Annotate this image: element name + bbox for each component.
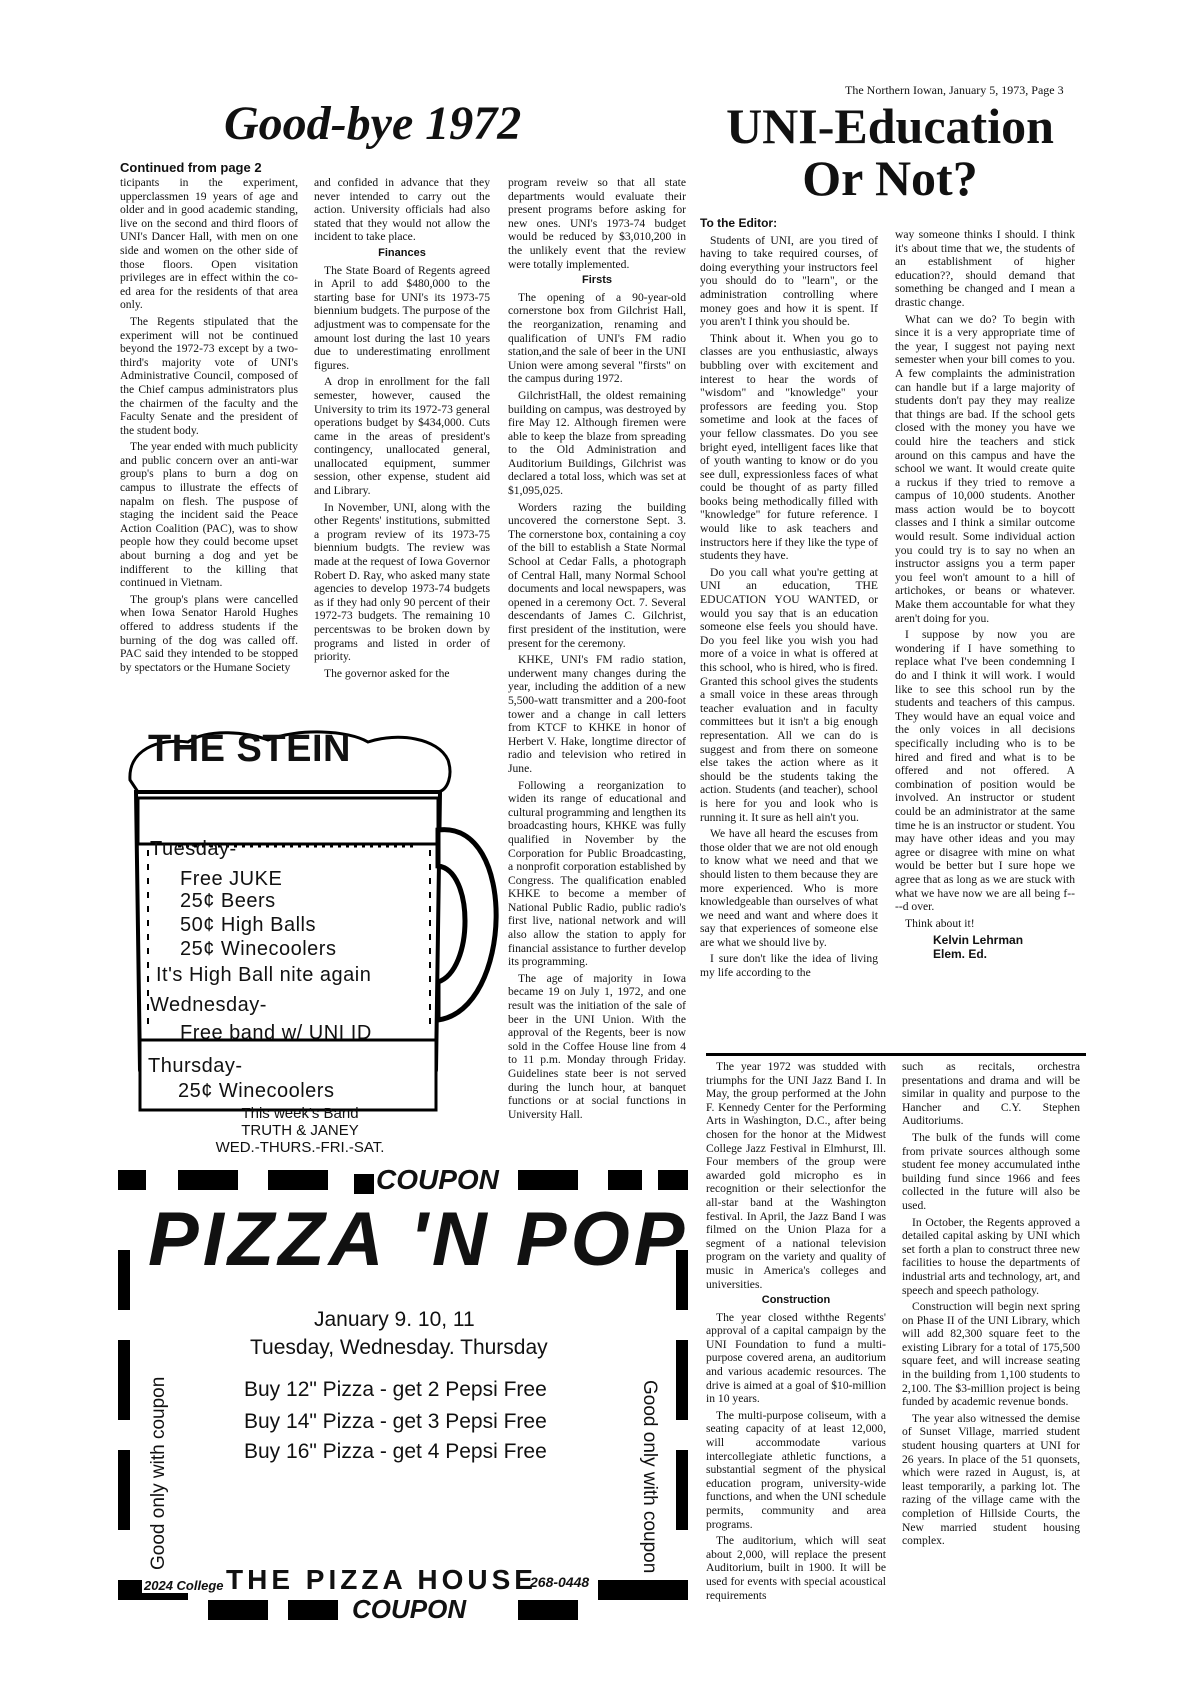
subhead-finances: Finances bbox=[378, 246, 426, 259]
stein-wednesday-item: Free band w/ UNI ID bbox=[180, 1022, 372, 1044]
stein-thursday-item: 25¢ Winecoolers bbox=[178, 1080, 335, 1102]
subhead-firsts: Firsts bbox=[582, 274, 612, 287]
signature-dept: Elem. Ed. bbox=[933, 947, 988, 962]
paragraph: The multi-purpose coliseum, with a seating capacity of at least 12,000, will accommodate various intercollegiate athletic functions, a substantial segment of the physical education program, university-wide functions, and when the UNI schedule permits, community and area programs. bbox=[706, 1408, 886, 1531]
section-divider bbox=[706, 1053, 1086, 1056]
story-column-2 bbox=[314, 176, 490, 683]
pizza-address: 2024 College bbox=[144, 1578, 224, 1593]
coupon-label-top: COUPON bbox=[376, 1164, 499, 1195]
stein-band-name: TRUTH & JANEY bbox=[241, 1122, 359, 1139]
stein-band-label: This week's Band bbox=[241, 1105, 359, 1122]
coupon-side-text-right: Good only with coupon bbox=[639, 1380, 660, 1574]
paragraph: such as recitals, orchestra presentations and drama and will be similar in quality and purpose to the Hancher and C.Y. Stephen Auditoriums. bbox=[902, 1060, 1080, 1128]
stein-band-box bbox=[150, 1105, 450, 1156]
paragraph: Think about it! bbox=[905, 916, 975, 930]
subhead-construction: Construction bbox=[761, 1294, 831, 1307]
pizza-days: Tuesday, Wednesday. Thursday bbox=[250, 1336, 548, 1359]
paragraph: and confided in advance that they never intended to carry out the action. University officials had also stated that they would not allow the incident to take place. bbox=[314, 176, 490, 244]
paragraph: ticipants in the experiment, upperclassmen 19 years of age and older and in good academic standing, live on the second and third floors of UNI's Dancer Hall, with men on one side and women on the other side of those floors. Open visitation privileges are in effect within the co-ed area for the residents of that area only. bbox=[120, 176, 298, 312]
paragraph: A drop in enrollment for the fall semester, however, caused the University to trim its 1972-73 general operations budget by $434,000. Cuts came in the areas of president's contingency, unallocated general, unallocated equipment, summer session, other expense, student aid and Library. bbox=[314, 375, 490, 498]
paragraph: We have all heard the escuses from those older that we are not old enough to know what we need and that we should listen to them because they are more experienced. Who is more knowledgeable than ourselves of what we need and want and where does it say that experiences of someone else are what we should live by. bbox=[700, 827, 878, 949]
story-headline: Good-bye 1972 bbox=[224, 97, 522, 150]
masthead: The Northern Iowan, January 5, 1973, Page 3 bbox=[845, 83, 1064, 97]
coupon-side-right bbox=[638, 1380, 658, 1580]
stein-band-days: WED.-THURS.-FRI.-SAT. bbox=[215, 1139, 385, 1156]
paragraph: The bulk of the funds will come from private sources although some student fee money accumulated inthe building fund since 1966 and fees collected in the future will also be used. bbox=[902, 1130, 1080, 1212]
paragraph: I sure don't like the idea of living my life according to the bbox=[700, 952, 878, 980]
paragraph: The Regents stipulated that the experiment will not be continued beyond the 1972-73 except by a two-third's majority vote of UNI's Administrative Council, composed of the Chief campus administrators plus the chairmen of the faculty and the Faculty Senate and the president of the student body. bbox=[120, 314, 298, 437]
paragraph: In October, the Regents approved a detailed capital asking by UNI which set forth a plan to construct three new facilities to house the departments of industrial arts and technology, art, and speech and speech pathology. bbox=[902, 1215, 1080, 1297]
paragraph: The opening of a 90-year-old cornerstone box from Gilchrist Hall, the reorganization, renaming and qualification of UNI's FM radio station,and the sale of beer in the UNI Union were among several "firsts" on the campus during 1972. bbox=[508, 290, 686, 386]
pizza-coupon-ad bbox=[118, 1164, 689, 1624]
stein-tuesday-item: Free JUKE bbox=[180, 868, 283, 890]
news-column-2 bbox=[902, 1060, 1080, 1551]
coupon-label-bottom: COUPON bbox=[352, 1594, 467, 1624]
story-column-1 bbox=[120, 176, 298, 677]
letter-headline-line1: UNI-Education bbox=[726, 98, 1054, 154]
paragraph: The year ended with much publicity and public concern over an anti-war group's plans to burn a dog on campus to illustrate the effects of napalm on flesh. The puspose of staging the incident said the Peace Action Coalition (PAC), was to show people how they could become upset about burning a dog and yet be indifferent to the killing that continued in Vietnam. bbox=[120, 440, 298, 590]
paragraph: The auditorium, which will seat about 2,000, will replace the present Auditorium, built in 1900. It will be used for events with special acoustical requirements bbox=[706, 1534, 886, 1602]
paragraph: In November, UNI, along with the other Regents' institutions, submitted a program review of its 1973-75 biennium budgts. The review was made at the request of Iowa Governor Robert D. Ray, who asked many state agencies to develop 1973-74 budgets as if they had only 90 percent of their 1972-73 budgets. The remaining 10 percentswas to be broken down by programs and listed in order of priority. bbox=[314, 500, 490, 664]
paragraph: Students of UNI, are you tired of having to take required courses, of doing everything your instructors feel you should do to "learn", or the administration controlling where money goes and how it is spent. If you aren't I think you should be. bbox=[700, 233, 878, 329]
paragraph: Think about it. When you go to classes are you enthusiastic, always bubbling over with excitement and interest to hear the words of "wisdom" and "knowledge" your professors are feeding you. Stop sometime and look at the faces of your fellow classmates. Do you see bright eyed, intelligent faces like that of youth wanting to know or do you see dull, expressionless faces of what could be thought of as party filled books being methodically filled with "knowledge" for future reference. I would like to ask teachers and instructors here if they like the type of students they have. bbox=[700, 331, 878, 563]
paragraph: GilchristHall, the oldest remaining building on campus, was destroyed by fire May 12. Although firemen were able to keep the blaze from spreading to the Old Administration and Auditorium Buildings, Gilchrist was declared a total loss, which was set at $1,095,025. bbox=[508, 388, 686, 498]
letter-column-2 bbox=[895, 228, 1075, 961]
paragraph: Following a reorganization to widen its range of educational and cultural programming and lengthen its broadcasting hours, KHKE was fully qualified in November by the Corporation for Public Broadcasting, a nonprofit corporation established by Congress. The qualification enabled KHKE to become a member of National Public Radio, public radio's first live, national network and will also allow the station to apply for financial assistance to further develop its programming. bbox=[508, 778, 686, 969]
signature-name: Kelvin Lehrman bbox=[933, 933, 1024, 948]
story-column-3 bbox=[508, 176, 686, 1124]
paragraph: The governor asked for the bbox=[324, 666, 450, 680]
paragraph: The age of majority in Iowa became 19 on July 1, 1972, and one result was the initiation of the sale of beer in the UNI Union. With the approval of the Regents, beer is now sold in the Coffee House line from 4 to 11 p.m. Monday through Friday. Guidelines state beer is not served during the lunch hour, at banquet functions or at social functions in University Hall. bbox=[508, 971, 686, 1121]
stein-name: THE STEIN bbox=[148, 728, 351, 770]
pizza-offer: Buy 16" Pizza - get 4 Pepsi Free bbox=[244, 1440, 547, 1463]
stein-thursday: Thursday- bbox=[148, 1055, 243, 1077]
pizza-offer: Buy 12" Pizza - get 2 Pepsi Free bbox=[244, 1378, 547, 1401]
stein-tuesday: Tuesday- bbox=[150, 838, 237, 860]
paragraph: KHKE, UNI's FM radio station, underwent many changes during the year, including the addition of a new 5,500-watt transmitter and a 200-foot tower and a change in call letters from KTCF to KHKE in honor of Herbert V. Hake, longtime director of radio and television who retired in June. bbox=[508, 653, 686, 775]
coupon-side-text-left: Good only with coupon bbox=[148, 1376, 169, 1570]
stein-tuesday-item: 25¢ Winecoolers bbox=[180, 938, 337, 960]
paragraph: The year closed withthe Regents' approval of a capital campaign by the UNI Foundation to fund a multi-purpose covered arena, an auditorium and various academic resources. The drive is aimed at a goal of $10-million in 10 years. bbox=[706, 1310, 886, 1406]
pizza-dates: January 9. 10, 11 bbox=[314, 1308, 475, 1331]
letter-salutation: To the Editor: bbox=[700, 216, 778, 230]
paragraph: Construction will begin next spring on Phase II of the UNI Library, which will add 82,300 square feet to the existing Library for a total of 175,500 square feet, and will increase seating in the building from 1,100 students to 2,100. The $3-million project is being funded by academic revenue bonds. bbox=[902, 1300, 1080, 1409]
stein-tuesday-item: 25¢ Beers bbox=[180, 890, 276, 912]
paragraph: program reveiw so that all state departments would evaluate their present programs before asking for new ones. UNI's 1973-74 budget would be reduced by $3,010,200 in the unlikely event that the review were totally implemented. bbox=[508, 176, 686, 271]
paragraph: The year 1972 was studded with triumphs for the UNI Jazz Band I. In May, the group performed at the John F. Kennedy Center for the Performing Arts in Washington, D.C., after being chosen for the honor at the Midwest College Jazz Festival in Elmhurst, Ill. Four members of the group were awarded gold micropho es in recognition or their selectionfor the all-star band at the Washington festival. In April, the Jazz Band I was filmed on the Union Plaza for a segment of a national television program on the variety and quality of music in America's colleges and universities. bbox=[706, 1060, 886, 1291]
stein-highball: It's High Ball nite again bbox=[156, 964, 372, 986]
coupon-side-left bbox=[148, 1376, 169, 1580]
paragraph: way someone thinks I should. I think it's about time that we, the students of an establishment of higher education??, should demand that something be changed and I mean a drastic change. bbox=[895, 228, 1075, 309]
letter-column-1 bbox=[700, 215, 878, 983]
paragraph: Worders razing the building uncovered the cornerstone Sept. 3. The cornerstone box, containing a coy of the bill to establish a State Normal School at Cedar Falls, a photograph of Central Hall, many Normal School documents and local newspapers, was opened in a ceremony Oct. 7. Several descendants of James C. Gilchrist, first president of the institution, were present for the ceremony. bbox=[508, 500, 686, 650]
pizza-offer: Buy 14" Pizza - get 3 Pepsi Free bbox=[244, 1410, 547, 1433]
pizza-phone: 268-0448 bbox=[530, 1574, 590, 1590]
pizza-title: PIZZA 'N POP bbox=[148, 1197, 689, 1282]
paragraph: What can we do? To begin with since it is a very appropriate time of the year, I suggest not paying next semester when your bill comes to you. A few complaints the administration can handle but if a large majority of students don't pay they may realize that things are bad. If the school gets closed with the money you have we could hire the teachers and stick around on this campus and have the school we want. It would create quite a ruckus if they tried to remove a campus of 10,000 students. Another mass action would be to boycott classes and I think a similar outcome would result. Some individual action you could try is to say no when an instructor assigns you a term paper you feel won't amount to a hill of artichokes, or beans or whatever. Make them accountable for what they aren't doing for you. bbox=[895, 312, 1075, 625]
stein-tuesday-item: 50¢ High Balls bbox=[180, 914, 316, 936]
paragraph: The State Board of Regents agreed in April to add $480,000 to the starting base for UNI's its 1973-75 biennium budgets. The purpose of the adjustment was to compensate for the amount lost during the last 10 years due to underestimating enrollment figures. bbox=[314, 263, 490, 372]
paragraph: The year also witnessed the demise of Sunset Village, married student student housing quarters at UNI for 26 years. In place of the 51 quonsets, which were razed in August, is, at least temporarily, a parking lot. The razing of the village came with the completion of Hillside Courts, the New married student housing complex. bbox=[902, 1411, 1080, 1548]
letter-headline bbox=[700, 100, 1080, 204]
continued-line: Continued from page 2 bbox=[120, 160, 262, 175]
letter-headline-line2: Or Not? bbox=[802, 150, 978, 206]
stein-wednesday: Wednesday- bbox=[150, 994, 267, 1016]
paragraph: Do you call what you're getting at UNI an education, THE EDUCATION YOU WANTED, or would you say that is an education someone else feels you should have. Do you feel like you wish you had more of a voice in what is offered at this school, who is hired, who is fired. Granted this school gives the students a small voice in these areas through teacher evaluation and in faculty committees but it isn't a big enough representation. All we can do is suggest and from there on someone else takes the action where as it should be the students taking the action. Students (and teacher), school is here for you and look who is running it. It sure as hell ain't you. bbox=[700, 565, 878, 824]
paragraph: I suppose by now you are wondering if I have something to replace what I've been condemning I do and I think it will work. I would like to see this school run by the students and teachers of this campus. They would have an equal voice and the only voices in all decisions specifically including who is to be hired and fired and what is to be offered and not offered. A combination of position would be involved. An instructor or student could be an administrator at the same time he is an instructor or student. You may have other ideas and you may agree or disagree with mine on what would be better but I sure hope we agree that as long as we are stuck with what we have now we are all being f----d over. bbox=[895, 628, 1075, 914]
news-column-1 bbox=[706, 1060, 886, 1605]
paragraph: The group's plans were cancelled when Iowa Senator Harold Hughes offered to address students if the burning of the dog was called off. PAC said they intended to be stopped by spectators or the Humane Society bbox=[120, 592, 298, 674]
pizza-house: THE PIZZA HOUSE bbox=[226, 1564, 537, 1595]
